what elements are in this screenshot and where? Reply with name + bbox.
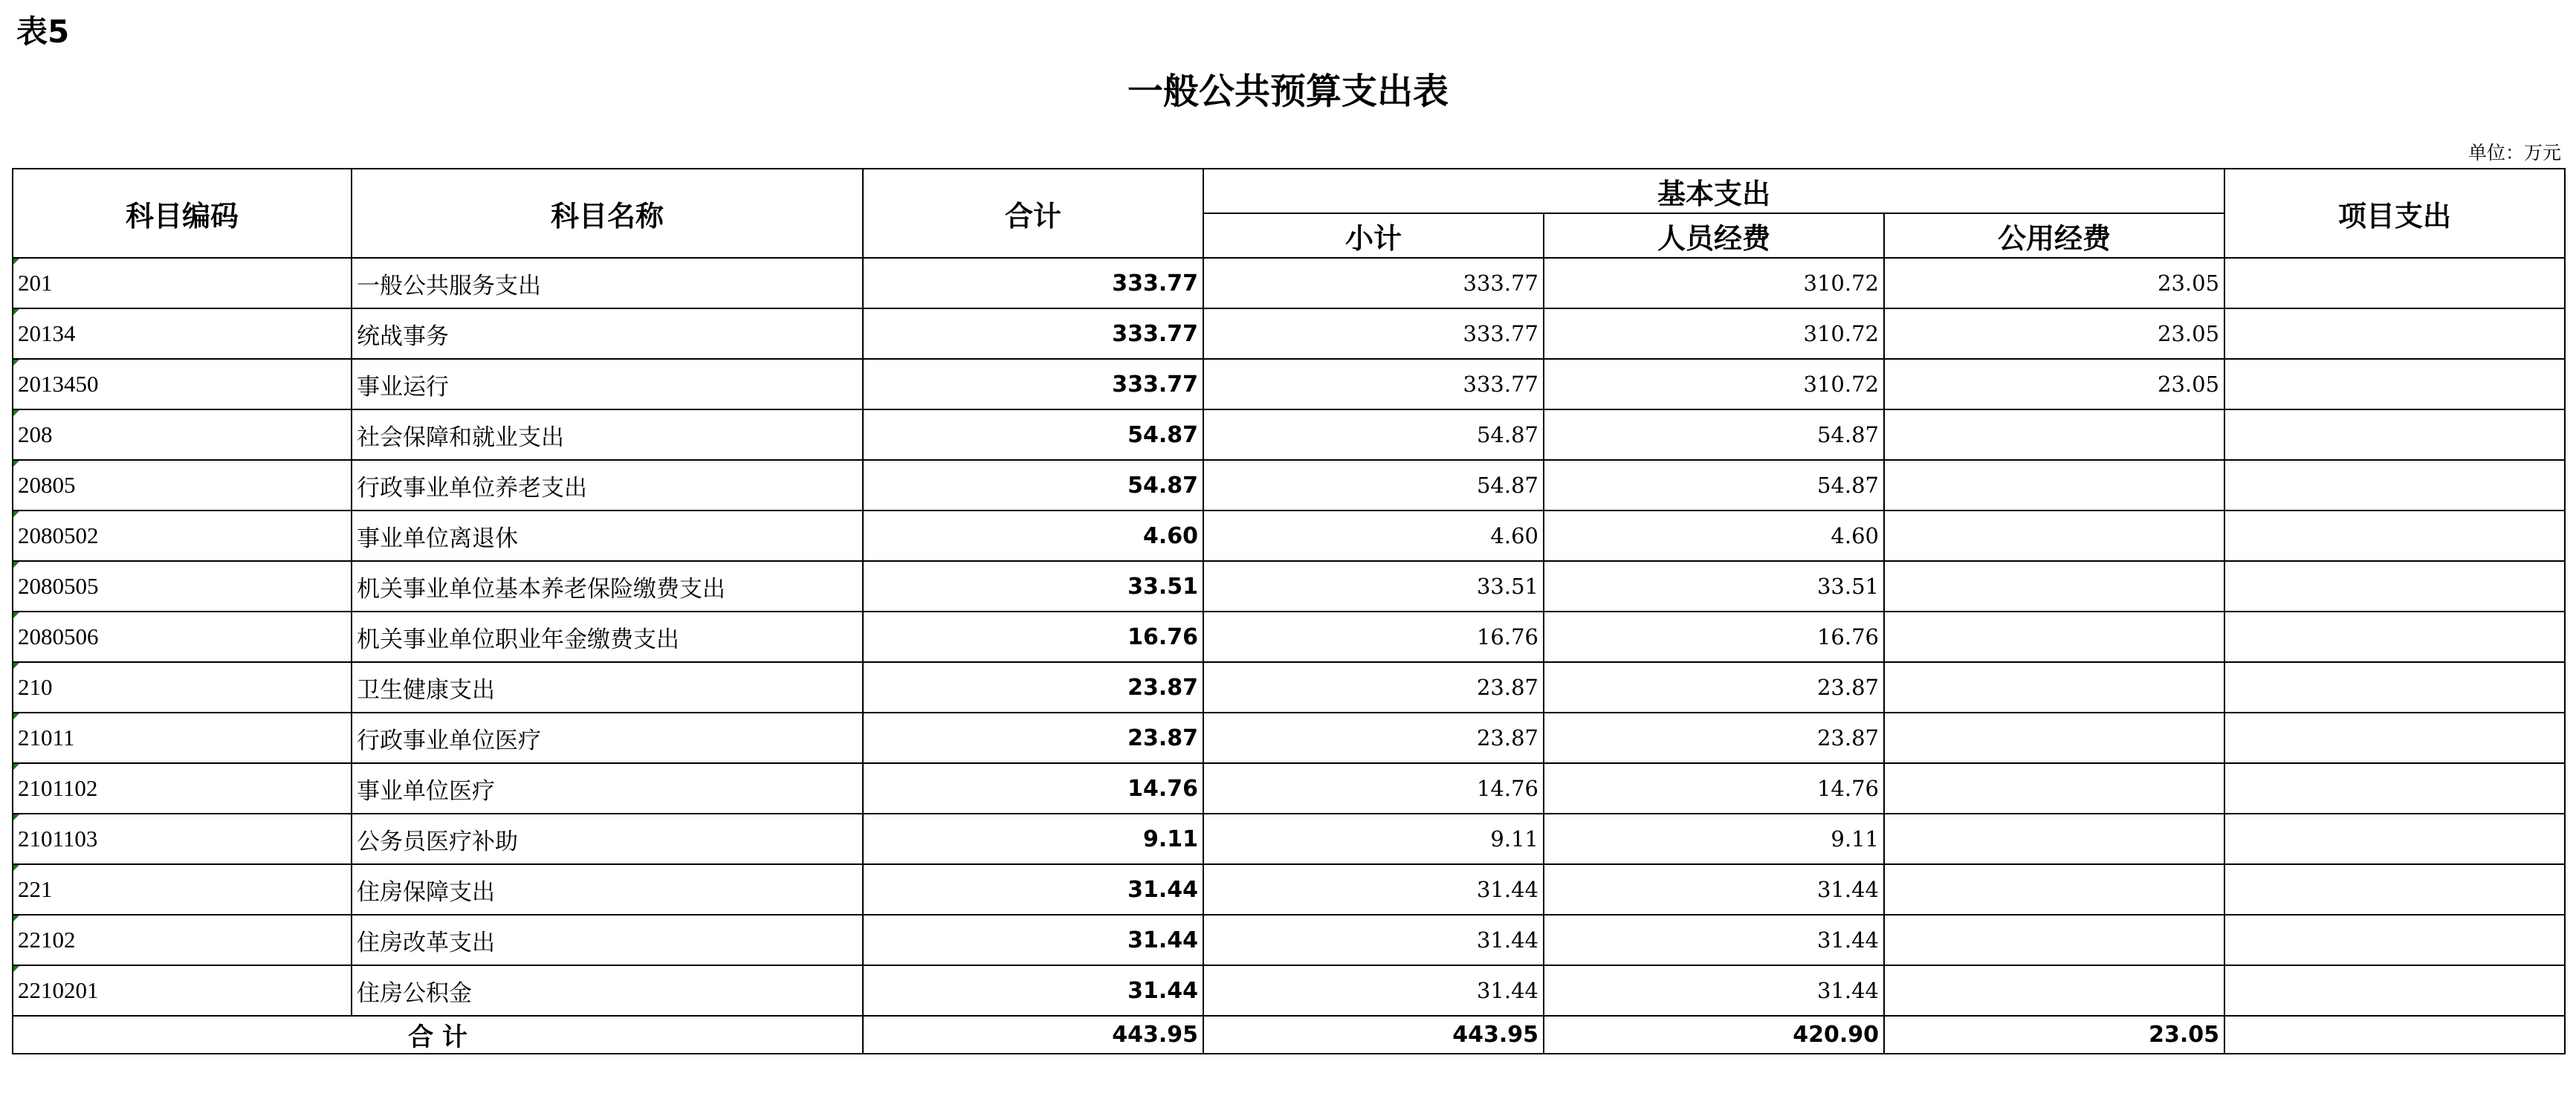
row-code: 221 <box>13 864 352 915</box>
row-subtotal: 14.76 <box>1203 763 1544 814</box>
row-name: 机关事业单位职业年金缴费支出 <box>352 612 863 662</box>
row-project <box>2224 612 2565 662</box>
header-total: 合计 <box>863 169 1203 258</box>
page-title: 一般公共预算支出表 <box>1127 71 1449 112</box>
row-total: 333.77 <box>863 359 1203 409</box>
header-basic: 基本支出 <box>1203 169 2224 213</box>
row-code: 2080505 <box>13 561 352 612</box>
row-subtotal: 54.87 <box>1203 409 1544 460</box>
row-public: 23.05 <box>1884 308 2224 359</box>
row-personnel: 310.72 <box>1544 258 1884 308</box>
row-name: 住房改革支出 <box>352 915 863 965</box>
row-total: 333.77 <box>863 308 1203 359</box>
row-project <box>2224 359 2565 409</box>
row-code: 2101102 <box>13 763 352 814</box>
row-public <box>1884 915 2224 965</box>
row-name: 事业单位医疗 <box>352 763 863 814</box>
row-total: 9.11 <box>863 814 1203 864</box>
row-project <box>2224 409 2565 460</box>
row-code: 2101103 <box>13 814 352 864</box>
row-project <box>2224 965 2565 1016</box>
table-row <box>13 713 2565 763</box>
row-personnel: 23.87 <box>1544 713 1884 763</box>
row-public <box>1884 864 2224 915</box>
row-personnel: 54.87 <box>1544 460 1884 511</box>
row-public <box>1884 713 2224 763</box>
row-project <box>2224 460 2565 511</box>
header-project: 项目支出 <box>2224 169 2565 258</box>
row-public <box>1884 561 2224 612</box>
table-row <box>13 308 2565 359</box>
row-name: 机关事业单位基本养老保险缴费支出 <box>352 561 863 612</box>
total-total: 443.95 <box>863 1016 1203 1054</box>
row-personnel: 4.60 <box>1544 511 1884 561</box>
total-label: 合 计 <box>13 1016 863 1054</box>
row-public <box>1884 814 2224 864</box>
row-personnel: 9.11 <box>1544 814 1884 864</box>
table-row <box>13 460 2565 511</box>
row-name: 统战事务 <box>352 308 863 359</box>
row-project <box>2224 713 2565 763</box>
row-name: 社会保障和就业支出 <box>352 409 863 460</box>
row-subtotal: 31.44 <box>1203 915 1544 965</box>
row-total: 23.87 <box>863 713 1203 763</box>
row-total: 16.76 <box>863 612 1203 662</box>
total-subtotal: 443.95 <box>1203 1016 1544 1054</box>
total-row <box>13 1016 2565 1054</box>
row-name: 公务员医疗补助 <box>352 814 863 864</box>
table-row <box>13 662 2565 713</box>
row-personnel: 310.72 <box>1544 308 1884 359</box>
header-subtotal: 小计 <box>1203 213 1544 258</box>
row-code: 20134 <box>13 308 352 359</box>
row-code: 208 <box>13 409 352 460</box>
row-code: 2080502 <box>13 511 352 561</box>
row-personnel: 23.87 <box>1544 662 1884 713</box>
header-code: 科目编码 <box>13 169 352 258</box>
row-public: 23.05 <box>1884 258 2224 308</box>
row-subtotal: 23.87 <box>1203 662 1544 713</box>
row-total: 333.77 <box>863 258 1203 308</box>
row-project <box>2224 662 2565 713</box>
budget-table <box>12 168 2566 1054</box>
table-number: 表5 <box>16 13 70 50</box>
row-name: 一般公共服务支出 <box>352 258 863 308</box>
row-code: 2080506 <box>13 612 352 662</box>
row-code: 201 <box>13 258 352 308</box>
row-public <box>1884 409 2224 460</box>
row-public <box>1884 965 2224 1016</box>
row-public <box>1884 612 2224 662</box>
table-row <box>13 763 2565 814</box>
row-total: 14.76 <box>863 763 1203 814</box>
total-public: 23.05 <box>1884 1016 2224 1054</box>
row-public <box>1884 511 2224 561</box>
total-project <box>2224 1016 2565 1054</box>
row-subtotal: 4.60 <box>1203 511 1544 561</box>
unit-label: 单位：万元 <box>2467 142 2561 163</box>
row-code: 20805 <box>13 460 352 511</box>
row-subtotal: 333.77 <box>1203 359 1544 409</box>
row-total: 31.44 <box>863 915 1203 965</box>
row-project <box>2224 814 2565 864</box>
row-name: 卫生健康支出 <box>352 662 863 713</box>
row-subtotal: 31.44 <box>1203 965 1544 1016</box>
row-total: 4.60 <box>863 511 1203 561</box>
row-total: 31.44 <box>863 965 1203 1016</box>
row-project <box>2224 864 2565 915</box>
table-row <box>13 511 2565 561</box>
row-personnel: 31.44 <box>1544 915 1884 965</box>
row-subtotal: 9.11 <box>1203 814 1544 864</box>
row-public <box>1884 662 2224 713</box>
row-personnel: 14.76 <box>1544 763 1884 814</box>
table-row <box>13 359 2565 409</box>
table-row <box>13 409 2565 460</box>
row-personnel: 310.72 <box>1544 359 1884 409</box>
row-total: 54.87 <box>863 409 1203 460</box>
row-total: 33.51 <box>863 561 1203 612</box>
row-code: 2210201 <box>13 965 352 1016</box>
row-subtotal: 31.44 <box>1203 864 1544 915</box>
row-public <box>1884 763 2224 814</box>
row-public <box>1884 460 2224 511</box>
row-subtotal: 333.77 <box>1203 258 1544 308</box>
row-name: 行政事业单位医疗 <box>352 713 863 763</box>
table-row <box>13 561 2565 612</box>
table-row <box>13 864 2565 915</box>
row-subtotal: 333.77 <box>1203 308 1544 359</box>
header-personnel: 人员经费 <box>1544 213 1884 258</box>
row-code: 210 <box>13 662 352 713</box>
row-subtotal: 23.87 <box>1203 713 1544 763</box>
row-project <box>2224 258 2565 308</box>
table-row <box>13 612 2565 662</box>
row-name: 事业单位离退休 <box>352 511 863 561</box>
row-personnel: 31.44 <box>1544 864 1884 915</box>
row-name: 住房公积金 <box>352 965 863 1016</box>
row-subtotal: 54.87 <box>1203 460 1544 511</box>
row-project <box>2224 308 2565 359</box>
table-row <box>13 965 2565 1016</box>
row-code: 2013450 <box>13 359 352 409</box>
row-personnel: 31.44 <box>1544 965 1884 1016</box>
row-project <box>2224 561 2565 612</box>
header-public: 公用经费 <box>1884 213 2224 258</box>
table-row <box>13 258 2565 308</box>
row-personnel: 16.76 <box>1544 612 1884 662</box>
row-project <box>2224 915 2565 965</box>
row-project <box>2224 511 2565 561</box>
row-total: 31.44 <box>863 864 1203 915</box>
table-body <box>13 258 2565 1016</box>
row-subtotal: 33.51 <box>1203 561 1544 612</box>
row-project <box>2224 763 2565 814</box>
table-row <box>13 915 2565 965</box>
row-name: 住房保障支出 <box>352 864 863 915</box>
row-personnel: 54.87 <box>1544 409 1884 460</box>
row-personnel: 33.51 <box>1544 561 1884 612</box>
row-code: 21011 <box>13 713 352 763</box>
row-public: 23.05 <box>1884 359 2224 409</box>
row-total: 23.87 <box>863 662 1203 713</box>
row-name: 事业运行 <box>352 359 863 409</box>
row-subtotal: 16.76 <box>1203 612 1544 662</box>
row-total: 54.87 <box>863 460 1203 511</box>
row-code: 22102 <box>13 915 352 965</box>
header-name: 科目名称 <box>352 169 863 258</box>
table-row <box>13 814 2565 864</box>
row-name: 行政事业单位养老支出 <box>352 460 863 511</box>
total-personnel: 420.90 <box>1544 1016 1884 1054</box>
